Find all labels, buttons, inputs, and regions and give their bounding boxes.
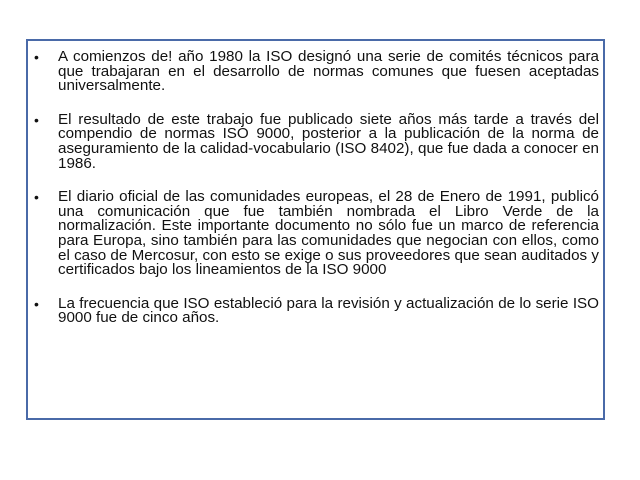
bullet-icon: •	[34, 295, 39, 312]
bullet-text: El diario oficial de las comunidades europeas, el 28 de Enero de 1991, publicó una comunicación que fue también nombrada el Libro Verde de la normalización. Este importante documento no sólo fue un marco de referencia para Europa, sino también para las comunidades que negocian con ellos, como el caso de Mercosur, con esto se exige o sus proveedores que sean auditados y certificados bajo los lineamientos de la ISO 9000	[58, 188, 599, 279]
bullet-icon: •	[34, 49, 39, 65]
bullet-list	[27, 50, 599, 326]
bullet-item	[27, 294, 599, 327]
bullet-icon: •	[34, 189, 39, 206]
bullet-item	[27, 50, 599, 94]
bullet-icon: •	[34, 111, 39, 128]
bullet-text: A comienzos de! año 1980 la ISO designó una serie de comités técnicos para que trabajaran en el desarrollo de normas comunes que fuesen aceptadas universalmente.	[58, 48, 599, 95]
bullet-item	[27, 110, 599, 172]
bullet-item	[27, 190, 599, 278]
bullet-text: El resultado de este trabajo fue publicado siete años más tarde a través del compendio de normas ISO 9000, posterior a la publicación de la norma de aseguramiento de la calidad-vocabulario (ISO 8402), que fue dada a conocer en 1986.	[58, 110, 599, 172]
bullet-text: La frecuencia que ISO estableció para la revisión y actualización de lo serie ISO 9000 fue de cinco años.	[58, 294, 599, 327]
